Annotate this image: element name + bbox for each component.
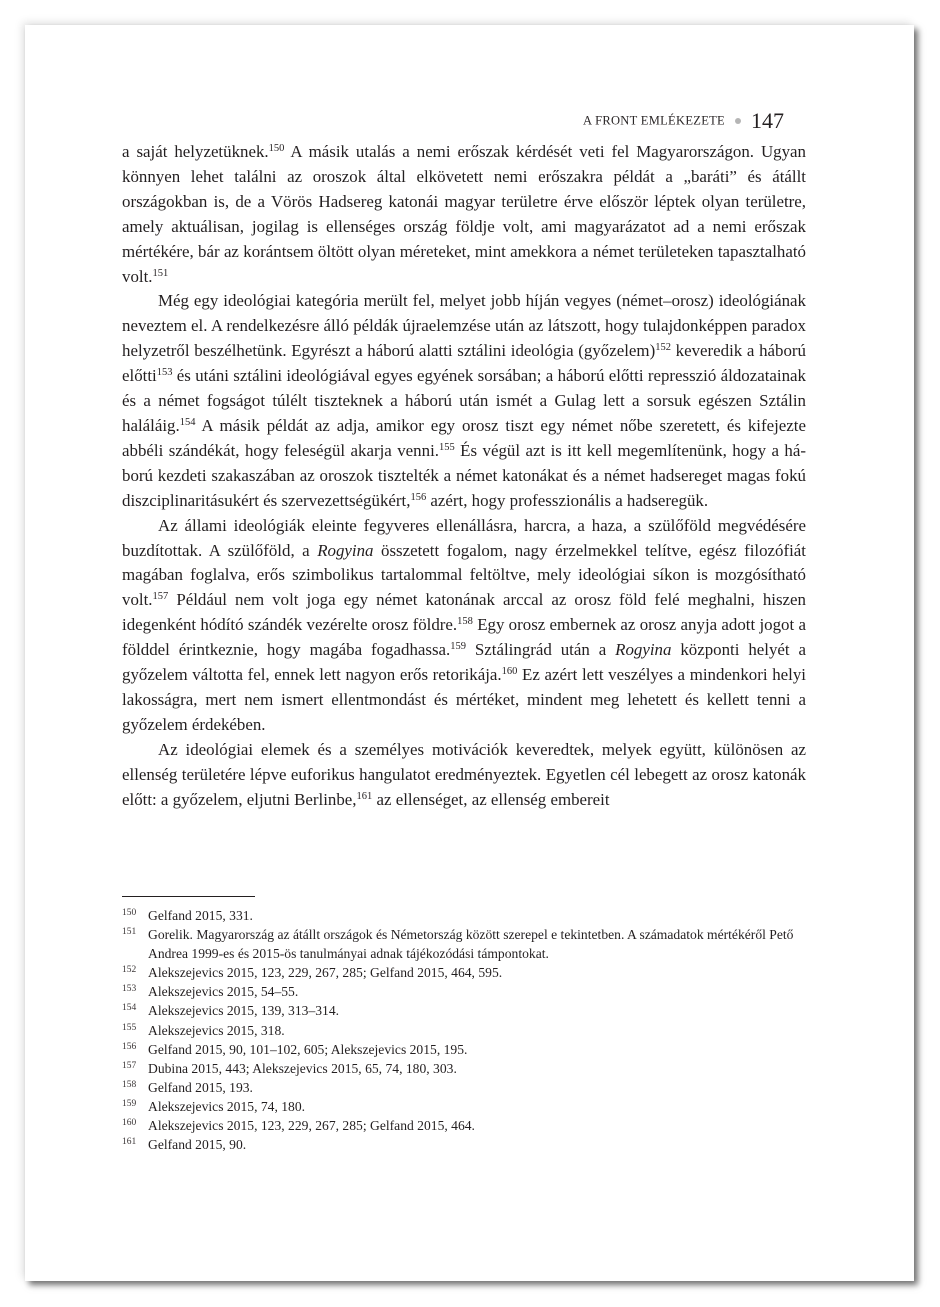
footnote-text: Alekszejevics 2015, 74, 180. (148, 1098, 306, 1114)
footnote-reference[interactable]: 159 (450, 641, 467, 653)
footnote-number: 151 (122, 927, 137, 938)
footnote-item (122, 1116, 812, 1135)
footnote-number: 155 (122, 1022, 137, 1033)
text-run: Például nem volt joga egy német katonának arccal az orosz föld felé meghalni, hiszen idegenként hódító szándék vezérelte orosz földre. (122, 590, 806, 635)
footnote-item (122, 1097, 812, 1116)
paragraph (122, 514, 806, 738)
footnote-text: Dubina 2015, 443; Alekszejevics 2015, 65, 74, 180, 303. (148, 1060, 457, 1076)
footnote-reference[interactable]: 151 (152, 267, 169, 279)
text-run: Egy orosz embernek az orosz anyja adott jogot a földdel érintkeznie, hogy magába fogadhassa. (122, 615, 806, 660)
footnote-number: 161 (122, 1137, 137, 1148)
footnote-item (122, 963, 812, 982)
footnote-reference[interactable]: 157 (152, 591, 169, 603)
text-run: És végül azt is itt kell megemlítenünk, hogy a háború kezdeti szakaszában az oroszok tisztelték a német katonákat és a német hadsereget magas fokú diszciplinaritásukért és szervezettségükért, (122, 440, 806, 510)
footnote-item (122, 1059, 812, 1078)
paragraph (122, 289, 806, 513)
footnote-reference[interactable]: 152 (655, 342, 671, 354)
text-run: összetett fogalom, nagy érzelmekkel telítve, egész filozófiát magában foglalva, erős szimbolikus tartalommal feltöltve, mely ideológiai síkon is mozgósítható volt. (122, 540, 806, 610)
footnote-text: Alekszejevics 2015, 123, 229, 267, 285; Gelfand 2015, 464. (148, 1118, 475, 1134)
text-run: Az állami ideológiák eleinte fegyveres ellenállásra, harcra, a haza, a szülőföld megvédésére buzdítottak. A szülőföld, a (122, 515, 806, 560)
running-title: A FRONT EMLÉKEZETE (583, 113, 725, 128)
text-run: és utáni sztálini ideológiával egyes egyének sorsában; a háború előtti represszió áldozatainak és a német fogságot túlélt tiszteknek a háború után ismét a Gulag lett a sorsuk egészen Sztálin haláláig. (122, 366, 806, 435)
body-text (122, 140, 806, 812)
footnote-reference[interactable]: 150 (268, 143, 285, 154)
footnote-item (122, 1001, 812, 1020)
footnote-text: Gelfand 2015, 193. (148, 1079, 253, 1095)
footnote-number: 157 (122, 1060, 137, 1071)
text-run: Az ideológiai elemek és a személyes motivációk keveredtek, melyek együtt, különösen az ellenség területére lépve euforikus hangulatot eredményeztek. Egyetlen cél lebegett az orosz katonák előtt: a győzelem, eljutni Berlinbe, (122, 739, 806, 809)
footnote-number: 153 (122, 984, 137, 995)
footnote-text: Gelfand 2015, 331. (148, 908, 253, 923)
italic-term: Rogyina (615, 640, 672, 660)
footnote-text: Alekszejevics 2015, 318. (148, 1022, 285, 1038)
text-run: a saját helyzetüknek. (122, 142, 269, 161)
text-run: Ez azért lett veszélyes a mindenkori helyi lakosságra, mert nem ismert ellentmondást és mértéket, mindent meg lehetett és kellett tenni a győzelem érdekében. (122, 665, 806, 734)
paragraph (122, 140, 806, 289)
footnote-text: Alekszejevics 2015, 123, 229, 267, 285; Gelfand 2015, 464, 595. (148, 965, 503, 981)
footnote-item (122, 925, 812, 963)
bullet-separator-icon (735, 118, 741, 124)
footnote-text: Alekszejevics 2015, 139, 313–314. (148, 1003, 340, 1019)
footnote-number: 156 (122, 1041, 137, 1052)
footnote-reference[interactable]: 161 (356, 790, 373, 802)
footnote-number: 150 (122, 908, 137, 918)
paragraph (122, 738, 806, 813)
footnote-item (122, 1040, 812, 1059)
text-run: Sztálingrád után a (466, 640, 616, 660)
italic-term: Rogyina (317, 540, 374, 560)
text-run: Még egy ideológiai kategória merült fel, melyet jobb híján vegyes (német–orosz) ideológiának neveztem el. A rendelkezésre álló példák újraelemzése után az látszott, hogy tulajdonképpen paradox helyzetről beszélhetünk. Egyrészt a háború alatti sztálini ideológia (győzelem) (122, 291, 806, 361)
footnote-item (122, 1078, 812, 1097)
footnote-item (122, 906, 812, 925)
footnote-reference[interactable]: 158 (457, 616, 473, 628)
footnote-reference[interactable]: 155 (439, 441, 455, 453)
footnote-number: 158 (122, 1079, 137, 1090)
footnote-divider (122, 896, 255, 897)
footnote-reference[interactable]: 154 (179, 416, 196, 428)
text-run: központi helyét a győzelem váltotta fel, ennek lett nagyon erős retorikája. (122, 640, 806, 685)
footnote-item (122, 1021, 812, 1040)
text-run: keveredik a háború előtti (122, 341, 806, 386)
footnote-text: Gorelik. Magyarország az átállt országok és Németország között szerepel e tekintetben. A számadatok mértékéről Pető Andrea 1999-es és 2015-ös tanulmányai adnak tájékozódási támpontokat. (148, 927, 794, 962)
footnote-number: 159 (122, 1098, 137, 1109)
text-run: az ellenséget, az ellenség embereit (372, 789, 610, 809)
footnote-reference[interactable]: 160 (501, 666, 518, 678)
footnote-text: Gelfand 2015, 90. (148, 1137, 247, 1153)
footnote-number: 152 (122, 965, 137, 976)
footnote-number: 154 (122, 1003, 137, 1014)
footnote-item (122, 982, 812, 1001)
footnote-text: Gelfand 2015, 90, 101–102, 605; Alekszejevics 2015, 195. (148, 1041, 468, 1057)
footnote-reference[interactable]: 153 (156, 367, 173, 379)
footnote-number: 160 (122, 1118, 137, 1129)
footnote-text: Alekszejevics 2015, 54–55. (148, 984, 299, 1000)
text-run: azért, hogy professzionális a hadseregük. (426, 490, 709, 510)
footnotes (122, 906, 812, 1154)
page-header (25, 108, 784, 134)
footnote-reference[interactable]: 156 (410, 491, 427, 503)
text-run: A másik utalás a nemi erőszak kérdését veti fel Magyarországon. Ugyan könnyen lehet találni az oroszok által elkövetett nemi erőszakra példát a „baráti” és átállt országokban is, de a Vörös Hadsereg katonái magyar területre érve először léptek olyan területre, amely aktuálisan, jogilag is ellenséges ország földje volt, ami magyarázatot ad a nemi erőszak mértékére, bár az korántsem öltött olyan méreteket, mint amekkora a német területeken tapasztalható volt. (122, 142, 806, 286)
text-run: A másik példát az adja, amikor egy orosz tiszt egy német nőbe szeretett, és kifejezte abbéli szándékát, hogy feleségül akarja venni. (122, 415, 806, 460)
page-number: 147 (751, 108, 784, 133)
footnote-item (122, 1135, 812, 1154)
